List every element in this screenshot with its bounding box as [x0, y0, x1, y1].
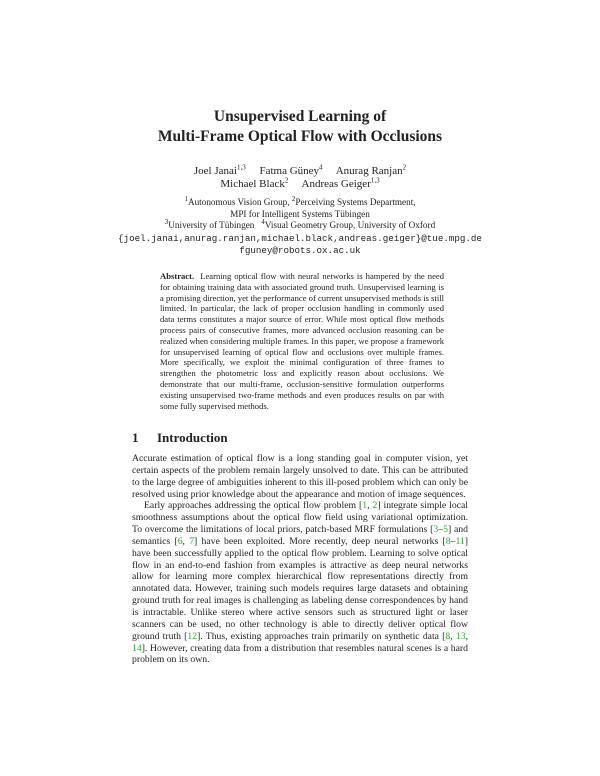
para-text: ] have been exploited. More recently, deep neural networks [: [194, 535, 446, 547]
affil-text: Visual Geometry Group, University of Oxford: [264, 220, 436, 230]
citation-link[interactable]: 11: [455, 535, 465, 547]
author-name: Michael Black: [220, 178, 285, 190]
para-text: ]. Thus, existing approaches train primarily on synthetic data [: [197, 630, 446, 642]
author-affil: 2: [284, 176, 289, 185]
affil-text: Autonomous Vision Group,: [187, 197, 292, 207]
citation-link[interactable]: 13: [455, 630, 466, 642]
paragraph-2: [132, 500, 468, 666]
author-affil: 4: [319, 163, 323, 172]
citation-link[interactable]: 1: [362, 500, 368, 512]
section-title: Introduction: [157, 430, 228, 445]
citation-link[interactable]: 7: [189, 535, 195, 547]
citation-link[interactable]: 6: [177, 535, 183, 547]
para-text: ]. However, creating data from a distribution that resembles natural scenes is a hard problem on its own.: [132, 642, 468, 666]
title-line-1: Unsupervised Learning of: [213, 108, 387, 125]
paragraph-1: Accurate estimation of optical flow is a long standing goal in computer vision, yet certain aspects of the problem remain largely unsolved to date. This can be attributed to the large degree of ambiguities inherent to this ill-posed problem which can only be resolved using prior knowledge about the appearance and motion of image sequences.: [132, 453, 468, 500]
affiliation-line-1: [0, 194, 600, 209]
paper-title: [0, 107, 600, 147]
citation-link[interactable]: 5: [443, 524, 448, 536]
author-affil: 1,3: [236, 163, 246, 172]
affiliation-line-3: [0, 217, 600, 232]
intro-body: [132, 453, 468, 666]
section-heading: [132, 430, 228, 446]
para-text: ,: [450, 630, 456, 642]
citation-link[interactable]: 2: [372, 500, 378, 512]
para-text: ] integrate simple local smoothness assumptions about the optical flow field using variational optimization. To overcome the limitations of local priors, patch-based MRF formulations [: [132, 500, 468, 536]
affil-mark: 2: [291, 194, 296, 203]
abstract: [160, 271, 444, 411]
para-text: Early approaches addressing the optical flow problem [: [144, 500, 363, 512]
affil-mark: 1: [184, 194, 188, 203]
para-text: –: [438, 524, 444, 536]
citation-link[interactable]: 12: [187, 630, 198, 642]
citation-link[interactable]: 8: [445, 535, 451, 547]
para-text: –: [450, 535, 456, 547]
para-text: ,: [367, 500, 373, 512]
citation-link[interactable]: 14: [132, 642, 142, 654]
affil-text: University of Tübingen: [168, 220, 255, 230]
citation-link[interactable]: 3: [433, 524, 439, 536]
email-line-1: {joel.janai,anurag.ranjan,michael.black,andreas.geiger}@tue.mpg.de: [118, 233, 482, 244]
author-line-2: [0, 178, 600, 191]
para-text: ] and semantics [: [132, 524, 468, 547]
affiliations: [0, 194, 600, 232]
affil-mark: 3: [164, 217, 169, 226]
para-text: ] have been successfully applied to the optical flow problem. Learning to solve optical flow in an end-to-end fashion from examples is attractive as deep neural networks allow for learning more complex hierarchical flow representations directly from annotated data. However, training such models requires large datasets and obtaining ground truth for real images is challenging as labeling dense correspondences by hand is intractable. Unlike stereo where active sensors such as structured light or laser scanners can be used, no other technology is able to directly deliver optical flow ground truth [: [132, 535, 468, 642]
author-name: Joel Janai: [193, 165, 237, 177]
affil-text: Perceiving Systems Department,: [295, 197, 416, 207]
abstract-text: Learning optical flow with neural networks is hampered by the need for obtaining training data with associated ground truth. Unsupervised learning is a promising direction, yet the performance of current unsupervised methods is still limited. In particular, the lack of proper occlusion handling in commonly used data terms constitutes a major source of error. While most optical flow methods process pairs of consecutive frames, more advanced occlusion reasoning can be realized when considering multiple frames. In this paper, we propose a framework for unsupervised learning of optical flow and occlusions over multiple frames. More specifically, we exploit the minimal configuration of three frames to strengthen the photometric loss and explicitly reason about occlusions. We demonstrate that our multi-frame, occlusion-sensitive formulation outperforms existing unsupervised two-frame methods and even produces results on par with some fully supervised methods.: [160, 271, 445, 411]
author-name: Anurag Ranjan: [335, 165, 403, 177]
section-number: 1: [132, 430, 139, 445]
title-line-2: Multi-Frame Optical Flow with Occlusions: [157, 128, 443, 145]
author-affil: 2: [402, 163, 407, 172]
affiliation-line-2: MPI for Intelligent Systems Tübingen: [230, 208, 370, 219]
para-text: ,: [465, 630, 468, 642]
para-text: ,: [182, 535, 190, 547]
author-line-1: [0, 165, 600, 178]
affil-mark: 4: [261, 217, 265, 226]
author-name: Fatma Güney: [259, 165, 320, 177]
author-affil: 1,3: [370, 176, 380, 185]
citation-link[interactable]: 8: [445, 630, 451, 642]
abstract-label: Abstract.: [160, 271, 195, 281]
email-line-2: fguney@robots.ox.ac.uk: [239, 245, 361, 256]
author-name: Andreas Geiger: [301, 178, 371, 190]
